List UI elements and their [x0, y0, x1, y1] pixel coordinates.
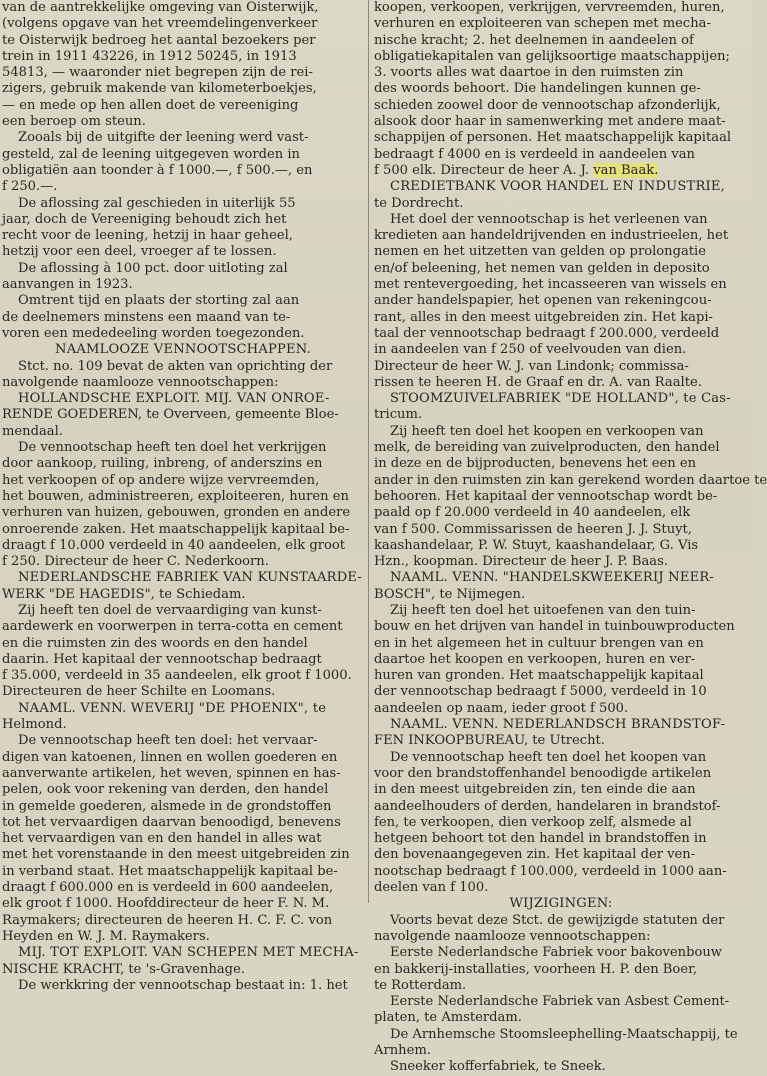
text-line-content: draagt f 10.000 verdeeld in 40 aandeelen, elk groot: [2, 537, 345, 553]
text-line-content: HOLLANDSCHE EXPLOIT. MIJ. VAN ONROE-: [18, 391, 330, 407]
text-line-content: koopen, verkoopen, verkrijgen, vervreemden, huren,: [374, 0, 725, 15]
text-line-content: NAAML. VENN. NEDERLANDSCH BRANDSTOF-: [390, 717, 726, 733]
text-line: [2, 473, 364, 489]
text-line-content: De aflossing à 100 pct. door uitloting zal: [18, 260, 288, 276]
text-line: [374, 472, 767, 489]
text-line-content: nische kracht; 2. het deelnemen in aandeelen of: [374, 32, 694, 48]
text-line: [374, 65, 748, 81]
text-line-content: rissen te heeren H. de Graaf en dr. A. van Raalte.: [374, 374, 702, 390]
text-line-content: nemen en het uitzetten van gelden op prolongatie: [374, 244, 706, 260]
text-line: [2, 342, 364, 358]
text-line: [2, 701, 364, 717]
text-line: [374, 994, 748, 1010]
text-line-content: aanverwante artikelen, het weven, spinnen en has-: [2, 765, 341, 781]
text-line-content: taal der vennootschap bedraagt f 200.000, verdeeld: [374, 325, 720, 341]
text-line-content: Directeur de heer W. J. van Lindonk; commissa-: [374, 358, 689, 374]
text-line: [2, 799, 364, 815]
text-line-content: het bouwen, administreeren, exploiteeren, huren en: [2, 488, 349, 504]
text-line: [2, 114, 364, 130]
text-line: [374, 750, 748, 766]
text-line-content: zigers, gebruik makende van kilometerboekjes,: [2, 81, 317, 97]
text-line-content: verhuren en exploiteeren van schepen met mecha-: [374, 16, 711, 32]
text-line: [2, 766, 364, 782]
text-line-content: tot het vervaardigen daarvan benoodigd, benevens: [2, 814, 341, 830]
text-line-content: Heyden en W. J. M. Raymakers.: [2, 928, 210, 944]
text-line: [2, 440, 364, 456]
text-line: [2, 864, 364, 880]
text-line: [2, 880, 364, 896]
text-line: [2, 913, 364, 929]
text-line-content: draagt f 600.000 en is verdeeld in 600 aandeelen,: [2, 880, 334, 896]
text-line: [374, 603, 748, 619]
text-line-content: De vennootschap heeft ten doel het koopen van: [390, 749, 707, 765]
text-line-content: obligatiën aan toonder à f 1000.—, f 500.—, en: [2, 162, 313, 178]
text-line-content: CREDIETBANK VOOR HANDEL EN INDUSTRIE,: [390, 179, 726, 195]
text-line-content: digen van katoenen, linnen en wollen goederen en: [2, 749, 338, 765]
text-line: [2, 98, 364, 114]
text-line: [2, 196, 364, 212]
text-line: [374, 342, 748, 358]
text-line-content: Zij heeft ten doel de vervaardiging van kunst-: [18, 602, 322, 618]
text-line-content: jaar, doch de Vereeniging behoudt zich het: [2, 211, 287, 227]
column-divider: [368, 0, 369, 903]
text-line: [374, 1043, 748, 1059]
text-line: [374, 98, 748, 114]
left-column: [2, 0, 364, 993]
text-line-content: Omtrent tijd en plaats der storting zal aan: [18, 293, 300, 309]
text-line-content: der vennootschap bedraagt f 5000, verdeeld in 10: [374, 684, 707, 700]
text-line: [2, 130, 364, 146]
text-line-content: obligatiekapitalen van gelijksoortige maatschappijen;: [374, 48, 730, 64]
text-line: [2, 945, 364, 961]
text-line: [2, 375, 364, 391]
text-line: [374, 16, 748, 32]
text-line-content: recht voor de leening, hetzij in haar geheel,: [2, 228, 293, 244]
text-line: [374, 326, 748, 342]
text-line-content: tricum.: [374, 407, 423, 423]
text-line-content: De werkkring der vennootschap bestaat in: 1. het: [18, 977, 348, 993]
text-line-content: mendaal.: [2, 423, 63, 439]
text-line: [374, 701, 748, 717]
text-line-content: trein in 1911 43226, in 1912 50245, in 1913: [2, 48, 297, 64]
text-line: [2, 505, 364, 521]
text-line: [2, 815, 364, 831]
text-line: [2, 65, 364, 81]
text-line-content: den bovenaangegeven zin. Het kapitaal der ven-: [374, 847, 696, 863]
text-line-content: te Dordrecht.: [374, 195, 464, 211]
text-line: [374, 1027, 748, 1043]
text-line: [2, 310, 364, 326]
text-line-content: hetzij voor een deel, vroeger af te lossen.: [2, 244, 277, 260]
text-line: [374, 440, 748, 456]
text-line: [2, 522, 364, 538]
text-line: [2, 407, 364, 423]
text-line: [374, 847, 748, 863]
text-line-content: RENDE GOEDEREN, te Overveen, gemeente Bloe-: [2, 407, 339, 423]
text-line: [2, 489, 364, 505]
text-line: [374, 375, 748, 391]
text-line-content: — en mede op hen allen doet de vereeniging: [2, 97, 299, 113]
text-line-content: in deze en de bijproducten, benevens het een en: [374, 456, 697, 472]
text-line: [2, 733, 364, 749]
text-line-content: NISCHE KRACHT, te 's-Gravenhage.: [2, 961, 245, 977]
text-line: [2, 668, 364, 684]
text-line: [2, 717, 364, 733]
text-line: [374, 913, 748, 929]
text-line: [374, 619, 748, 635]
text-line-content: gesteld, zal de leening uitgegeven worden in: [2, 146, 300, 162]
text-line-content: pelen, ook voor rekening van derden, den handel: [2, 782, 329, 798]
text-line-content: BOSCH", te Nijmegen.: [374, 586, 526, 602]
highlighted-text: van Baak.: [593, 162, 659, 178]
text-line: [374, 962, 748, 978]
text-line-content: De aflossing zal geschieden in uiterlijk 55: [18, 195, 296, 211]
text-line: [374, 880, 748, 896]
text-line: [374, 212, 748, 228]
text-line-content: bedraagt f 4000 en is verdeeld in aandeelen van: [374, 146, 695, 162]
text-line-content: nootschap bedraagt f 100.000, verdeeld in 1000 aan-: [374, 863, 727, 879]
text-line: [2, 391, 364, 407]
text-line: [374, 277, 748, 293]
text-line: [2, 538, 364, 554]
text-line: [2, 212, 364, 228]
text-line-content: STOOMZUIVELFABRIEK "DE HOLLAND", te Cas-: [390, 391, 731, 407]
text-line: [374, 81, 748, 97]
text-line: [2, 570, 364, 586]
text-line-content: aandeelen op naam, ieder groot f 500.: [374, 700, 629, 716]
text-line: [374, 456, 748, 472]
text-line: [374, 228, 748, 244]
text-line: [2, 554, 364, 570]
text-line-content: NAAML. VENN. WEVERIJ "DE PHOENIX", te: [18, 700, 327, 716]
text-line-content: f 250.—.: [2, 179, 58, 195]
text-line: [2, 163, 364, 179]
text-line: [374, 766, 748, 782]
text-line-content: en/of beleening, het nemen van gelden in deposito: [374, 260, 710, 276]
text-line: [374, 782, 748, 798]
text-line-content: fen, te verkoopen, dien verkoop zelf, alsmede al: [374, 814, 692, 830]
text-line-content: en in het algemeen het in cultuur brengen van en: [374, 635, 704, 651]
text-line: [2, 603, 364, 619]
text-line: [2, 179, 364, 195]
text-line-content: Eerste Nederlandsche Fabriek van Asbest Cement-: [390, 994, 730, 1010]
text-line: [374, 945, 748, 961]
text-line-content: behooren. Het kapitaal der vennootschap wordt be-: [374, 488, 718, 504]
text-line-content: aardewerk en voorwerpen in terra-cotta en cement: [2, 619, 343, 635]
text-line-content: in gemelde goederen, alsmede in de grondstoffen: [2, 798, 332, 814]
text-line-content: in verband staat. Het maatschappelijk kapitaal be-: [2, 863, 338, 879]
text-line: [2, 750, 364, 766]
text-line-content: f 250. Directeur de heer C. Nederkoorn.: [2, 554, 269, 570]
text-line: [374, 864, 748, 880]
text-line-content: voor den brandstoffenhandel benoodigde artikelen: [374, 765, 712, 781]
text-line: [2, 684, 364, 700]
text-line: [2, 261, 364, 277]
text-line-content: het verkoopen of op andere wijze vervreemden,: [2, 472, 320, 488]
text-line: [374, 114, 748, 130]
text-line-content: NAAML. VENN. "HANDELSKWEEKERIJ NEER-: [390, 570, 715, 586]
text-line: [374, 554, 748, 570]
text-line-content: Stct. no. 109 bevat de akten van oprichting der: [18, 358, 333, 374]
text-line: [374, 244, 748, 260]
text-line: [2, 652, 364, 668]
text-line-content: daarin. Het kapitaal der vennootschap bedraagt: [2, 651, 322, 667]
text-line: [374, 896, 748, 912]
text-line: [2, 81, 364, 97]
text-line-content: het vervaardigen van en den handel in alles wat: [2, 831, 322, 847]
text-line-content: schieden zoowel door de vennootschap afzonderlijk,: [374, 97, 721, 113]
text-line-content: een beroep om steun.: [2, 114, 146, 130]
text-line: [374, 587, 748, 603]
text-line: [374, 799, 748, 815]
text-line-content: (volgens opgave van het vreemdelingenverkeer: [2, 16, 318, 32]
text-line: [2, 929, 364, 945]
text-line: [374, 652, 748, 668]
text-line: [374, 929, 748, 945]
text-line: [2, 326, 364, 342]
text-line-content: ander handelspapier, het openen van rekeningcou-: [374, 293, 712, 309]
text-line-content: Zooals bij de uitgifte der leening werd vast-: [18, 130, 309, 146]
text-line-content: de deelnemers minstens een maand van te-: [2, 309, 291, 325]
text-line-content: De vennootschap heeft ten doel: het vervaar-: [18, 733, 318, 749]
text-line: [2, 896, 364, 912]
text-line: [374, 636, 748, 652]
text-line-content: en die ruimsten zin des woords en den handel: [2, 635, 308, 651]
text-line: [374, 489, 748, 505]
text-line-content: navolgende naamlooze vennootschappen:: [374, 928, 651, 944]
text-line-content: Helmond.: [2, 717, 67, 733]
text-line: [2, 16, 364, 32]
text-line-content: verhuren van huizen, gebouwen, gronden en andere: [2, 505, 351, 521]
text-line-content: f 35.000, verdeeld in 35 aandeelen, elk groot f 1000.: [2, 668, 352, 684]
text-line: [2, 636, 364, 652]
text-line: [374, 163, 748, 179]
text-line: [374, 733, 748, 749]
text-line: [374, 33, 748, 49]
text-line: [374, 1059, 748, 1075]
text-line: [374, 505, 748, 521]
text-line-content: Raymakers; directeuren de heeren H. C. F. C. von: [2, 912, 333, 928]
text-line-content: Zij heeft ten doel het uitoefenen van den tuin-: [390, 602, 696, 618]
text-line-content: platen, te Amsterdam.: [374, 1010, 522, 1026]
text-line-content: van de aantrekkelijke omgeving van Oisterwijk,: [2, 0, 319, 15]
text-line: [2, 424, 364, 440]
text-line-content: FEN INKOOPBUREAU, te Utrecht.: [374, 733, 605, 749]
text-line: [374, 538, 748, 554]
text-line: [374, 196, 748, 212]
text-line-content: NAAMLOOZE VENNOOTSCHAPPEN.: [55, 342, 311, 358]
text-line: [2, 49, 364, 65]
text-line: [2, 619, 364, 635]
text-line: [374, 407, 748, 423]
text-line-content: alsook door haar in samenwerking met andere maat-: [374, 114, 726, 130]
text-line-content: f 500 elk. Directeur de heer A. J.: [374, 162, 594, 178]
text-line: [374, 831, 748, 847]
text-line: [374, 391, 748, 407]
text-line-content: te Oisterwijk bedroeg het aantal bezoekers per: [2, 32, 316, 48]
text-line: [374, 310, 748, 326]
text-line-content: rant, alles in den meest uitgebreiden zin. Het kapi-: [374, 309, 713, 325]
text-line-content: des woords behoort. Die handelingen kunnen ge-: [374, 81, 701, 97]
text-line-content: Hzn., koopman. Directeur de heer J. P. Baas.: [374, 554, 668, 570]
text-line-content: Het doel der vennootschap is het verleenen van: [390, 211, 708, 227]
text-line: [374, 1010, 748, 1026]
text-line-content: door aankoop, ruiling, inbreng, of anderszins en: [2, 456, 323, 472]
text-line-content: MIJ. TOT EXPLOIT. VAN SCHEPEN MET MECHA-: [18, 945, 359, 961]
text-line-content: en bakkerij-installaties, voorheen H. P. den Boer,: [374, 961, 698, 977]
text-line-content: bouw en het drijven van handel in tuinbouwproducten: [374, 619, 735, 635]
text-line: [2, 782, 364, 798]
text-line-content: onroerende zaken. Het maatschappelijk kapitaal be-: [2, 521, 350, 537]
text-line-content: van f 500. Commissarissen de heeren J. J. Stuyt,: [374, 521, 692, 537]
text-line: [2, 587, 364, 603]
text-line-content: aanvangen in 1923.: [2, 277, 133, 293]
text-line: [2, 277, 364, 293]
text-line-content: met het vorenstaande in den meest uitgebreiden zin: [2, 847, 350, 863]
text-line: [2, 359, 364, 375]
text-line-content: in aandeelen van f 250 of veelvouden van dien.: [374, 342, 687, 358]
text-line: [374, 130, 748, 146]
text-line: [374, 359, 748, 375]
text-line: [374, 570, 748, 586]
text-line-content: voren een mededeeling worden toegezonden.: [2, 325, 305, 341]
text-line-content: Eerste Nederlandsche Fabriek voor bakovenbouw: [390, 945, 723, 961]
text-line-content: 3. voorts alles wat daartoe in den ruimsten zin: [374, 65, 684, 81]
text-line: [374, 147, 748, 163]
text-line-content: navolgende naamlooze vennootschappen:: [2, 374, 279, 390]
text-line-content: Voorts bevat deze Stct. de gewijzigde statuten der: [390, 912, 725, 928]
text-line-content: ander in den ruimsten zin kan gerekend worden daartoe te: [374, 472, 767, 488]
text-line: [374, 293, 748, 309]
text-line-content: in den meest uitgebreiden zin, ten einde die aan: [374, 782, 696, 798]
text-line: [2, 831, 364, 847]
text-line-content: met rentevergoeding, het incasseeren van wissels en: [374, 277, 727, 293]
text-line: [374, 49, 748, 65]
text-line: [2, 978, 364, 994]
text-line: [374, 0, 748, 16]
text-line-content: te Rotterdam.: [374, 977, 467, 993]
text-line-content: schappijen of personen. Het maatschappelijk kapitaal: [374, 130, 732, 146]
text-line-content: paald op f 20.000 verdeeld in 40 aandeelen, elk: [374, 505, 691, 521]
text-line-content: elk groot f 1000. Hoofddirecteur de heer F. N. M.: [2, 896, 330, 912]
text-line-content: aandeelhouders of derden, handelaren in brandstof-: [374, 798, 721, 814]
text-line-content: daartoe het koopen en verkoopen, huren en ver-: [374, 651, 696, 667]
text-line-content: Directeuren de heer Schilte en Loomans.: [2, 684, 276, 700]
text-line: [374, 424, 748, 440]
text-line: [374, 179, 748, 195]
text-line: [2, 228, 364, 244]
text-line: [374, 815, 748, 831]
text-line-content: huren van gronden. Het maatschappelijk kapitaal: [374, 668, 704, 684]
text-line-content: hetgeen behoort tot den handel in brandstoffen in: [374, 831, 707, 847]
text-line-content: NEDERLANDSCHE FABRIEK VAN KUNSTAARDE-: [18, 570, 363, 586]
text-line-content: kaashandelaar, P. W. Stuyt, kaashandelaar, G. Vis: [374, 537, 699, 553]
text-line-content: kredieten aan handeldrijvenden en industrieelen, het: [374, 228, 729, 244]
text-line-content: WIJZIGINGEN:: [509, 896, 613, 912]
text-line-content: deelen van f 100.: [374, 880, 489, 896]
text-line-content: melk, de bereiding van zuivelproducten, den handel: [374, 440, 720, 456]
text-line: [2, 0, 364, 16]
text-line: [2, 456, 364, 472]
text-line: [2, 293, 364, 309]
text-line: [374, 978, 748, 994]
text-line: [374, 684, 748, 700]
text-line: [2, 244, 364, 260]
text-line-content: Sneeker kofferfabriek, te Sneek.: [390, 1059, 606, 1075]
text-line: [2, 147, 364, 163]
text-line-content: Arnhem.: [374, 1043, 431, 1058]
text-line: [374, 261, 748, 277]
right-column: [374, 0, 767, 1075]
text-line-content: Zij heeft ten doel het koopen en verkoopen van: [390, 423, 704, 439]
text-line: [2, 33, 364, 49]
text-line: [374, 522, 748, 538]
text-line: [374, 717, 748, 733]
text-line-content: De vennootschap heeft ten doel het verkrijgen: [18, 440, 327, 456]
text-line: [374, 668, 748, 684]
text-line-content: WERK "DE HAGEDIS", te Schiedam.: [2, 586, 246, 602]
text-line-content: De Arnhemsche Stoomsleephelling-Maatschappij, te: [390, 1026, 738, 1042]
text-line: [2, 962, 364, 978]
text-line-content: 54813, — waaronder niet begrepen zijn de rei-: [2, 65, 313, 81]
text-line: [2, 847, 364, 863]
